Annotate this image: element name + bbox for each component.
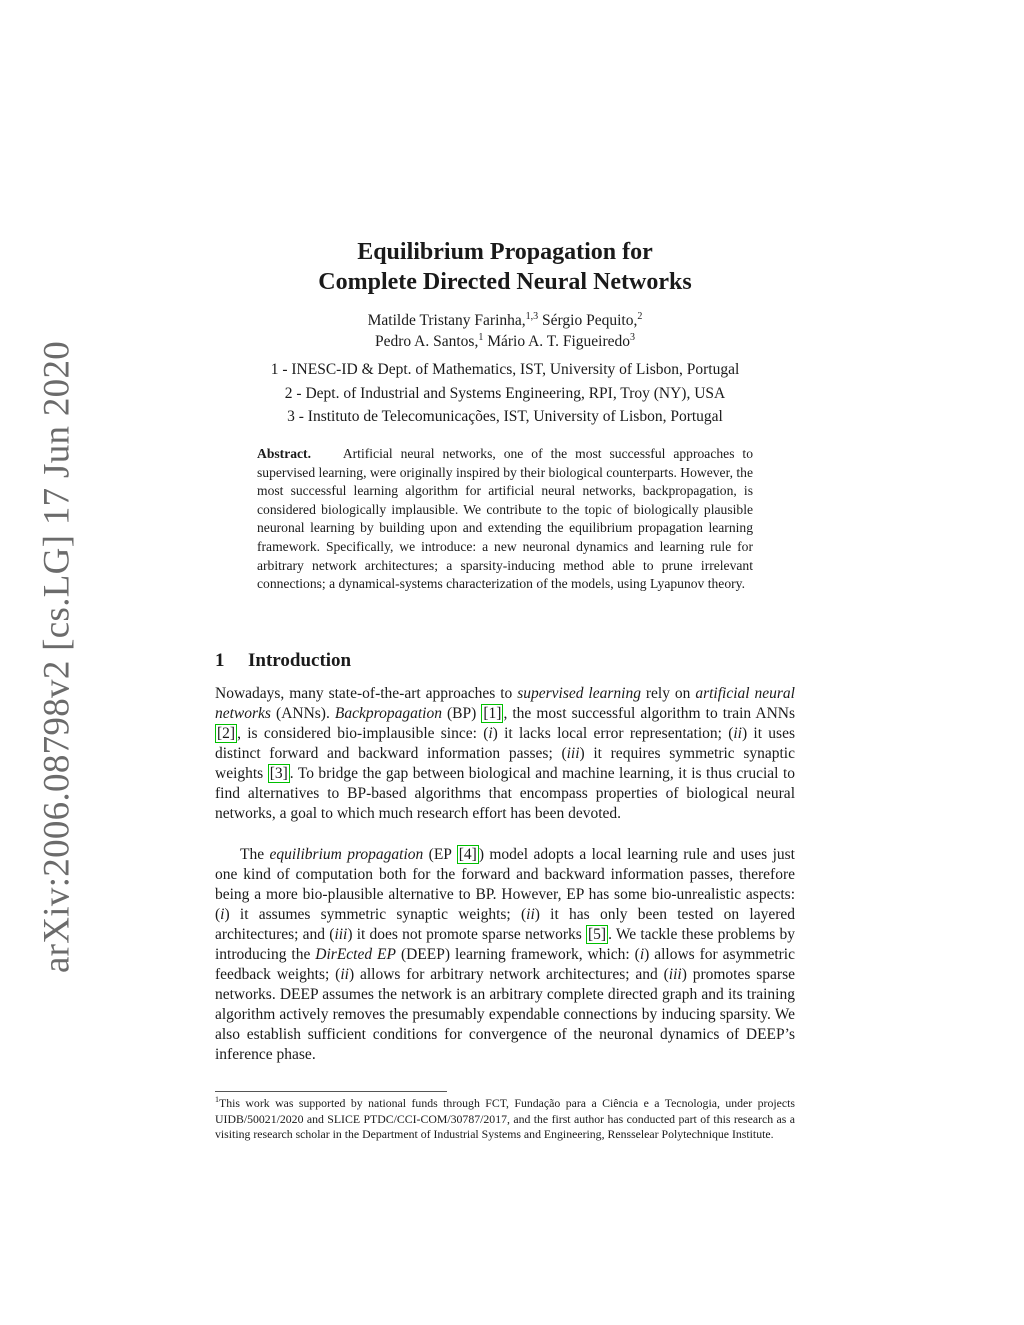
arxiv-identifier: arXiv:2006.08798v2 [cs.LG] 17 Jun 2020: [36, 340, 78, 974]
author-affil-mark: 1,3: [525, 310, 539, 322]
text-run: ) model adopts a local learning rule and uses just one kind of computation both for the forward and backward information passes, therefore being a more bio-plausible alternative to BP. However, EP has some bio-unrealistic aspects: (: [215, 846, 795, 923]
author-affil-mark: 2: [637, 310, 643, 322]
paper-title: [215, 237, 795, 297]
intro-paragraph-2: [215, 845, 795, 1065]
text-run: ) promotes sparse networks. DEEP assumes the network is an arbitrary complete directed graph and its training algorithm actively removes the presumably expendable connections by inducing sparsity. We also establish sufficient conditions for convergence of the neuronal dynamics of DEEP’s inference phase.: [215, 966, 795, 1063]
text-run: ) it requires symmetric synaptic weights: [215, 745, 795, 782]
abstract-label: Abstract: [257, 446, 308, 461]
section-heading: [215, 650, 351, 672]
author-affil-mark: 1: [478, 331, 484, 343]
intro-paragraph-1: [215, 684, 795, 824]
footnote: [215, 1096, 795, 1143]
arxiv-sidebar-stamp: [34, 340, 80, 974]
text-run: . We tackle these problems by introducing the: [215, 926, 795, 963]
citation-link[interactable]: [5]: [588, 926, 607, 943]
list-numeral: ii: [526, 906, 535, 923]
author-list: [215, 310, 795, 352]
text-run: (BP): [441, 705, 482, 722]
title-line-1: Equilibrium Propagation for: [357, 239, 653, 265]
list-numeral: i: [639, 946, 645, 963]
text-run: ) allows for asymmetric feedback weights; (: [215, 946, 795, 983]
abstract: Abstract. Artificial neural networks, one of the most successful approaches to supervised learning, were originally inspired by their biological counterparts. However, the most successful learning algorithm for artificial neural networks, backpropagation, is considered biologically implausible. We contribute to the topic of biologically plausible neuronal learning by building upon and extending the equilibrium propagation learning framework. Specifically, we introduce: a new neuronal dynamics and learning rule for arbitrary network architectures; a sparsity-inducing method able to prune irrelevant connections; a dynamical-systems characterization of the models, using Lyapunov theory.: [257, 446, 754, 592]
footnote-divider: [215, 1091, 447, 1092]
section-title: Introduction: [248, 650, 352, 671]
list-numeral: i: [488, 725, 493, 742]
section-number: 1: [215, 650, 225, 671]
text-run: (EP: [423, 846, 457, 863]
list-numeral: iii: [566, 745, 580, 762]
text-run: (DEEP) learning framework, which: (: [396, 946, 640, 963]
text-run: . To bridge the gap between biological and machine learning, it is thus crucial to find alternatives to BP-based algorithms that encompass properties of biological neural networks, a goal to which much research effort has been devoted.: [215, 765, 795, 822]
list-numeral: ii: [733, 725, 742, 742]
text-run: , the most successful algorithm to train ANNs: [503, 705, 795, 722]
emphasis: supervised learning: [517, 685, 641, 702]
text-run: ) it lacks local error representation; (: [492, 725, 734, 742]
text-run: ) it has only been tested on layered architectures; and (: [215, 906, 795, 943]
affiliation-list: [215, 358, 795, 429]
author-line-2: [215, 331, 795, 352]
author-name: Matilde Tristany Farinha,: [367, 312, 526, 329]
text-run: ) it assumes symmetric synaptic weights; (: [224, 906, 527, 923]
affiliation: 1 - INESC-ID & Dept. of Mathematics, IST, University of Lisbon, Portugal: [270, 361, 740, 378]
list-numeral: iii: [668, 966, 682, 983]
list-numeral: i: [220, 906, 225, 923]
text-run: ) allows for arbitrary network architectures; and (: [348, 966, 669, 983]
author-line-1: [215, 310, 795, 331]
text-run: , is considered bio-implausible since: (: [237, 725, 489, 742]
author-name: Mário A. T. Figueiredo: [487, 333, 630, 350]
author-name: Sérgio Pequito,: [542, 312, 638, 329]
text-run: ) it does not promote sparse networks: [347, 926, 586, 943]
list-numeral: ii: [340, 966, 349, 983]
emphasis: artificial neural networks: [215, 685, 795, 722]
citation-link[interactable]: [1]: [483, 705, 502, 722]
text-run: ) it uses distinct forward and backward information passes; (: [215, 725, 795, 762]
emphasis: Backpropagation: [334, 705, 442, 722]
author-affil-mark: 3: [630, 331, 635, 343]
affiliation: 2 - Dept. of Industrial and Systems Engineering, RPI, Troy (NY), USA: [284, 384, 726, 402]
title-line-2: Complete Directed Neural Networks: [318, 269, 692, 295]
emphasis: DirEcted EP: [315, 946, 396, 963]
citation-link[interactable]: [3]: [269, 765, 288, 782]
abstract-text: Artificial neural networks, one of the most successful approaches to supervised learning, were originally inspired by their biological counterparts. However, the most successful learning algorithm for artificial neural networks, backpropagation, is considered biologically implausible. We contribute to the topic of biologically plausible neuronal learning by building upon and extending the equilibrium propagation learning framework. Specifically, we introduce: a new neuronal dynamics and learning rule for arbitrary network architectures; a sparsity-inducing method able to prune irrelevant connections; a dynamical-systems characterization of the models, using Lyapunov theory.: [257, 446, 754, 592]
footnote-mark: 1: [215, 1095, 219, 1105]
text-run: rely on: [640, 685, 696, 702]
text-run: Nowadays, many state-of-the-art approaches to: [215, 685, 518, 702]
citation-link[interactable]: [2]: [217, 725, 236, 742]
text-run: (ANNs).: [270, 705, 335, 722]
affiliation: 3 - Instituto de Telecomunicações, IST, University of Lisbon, Portugal: [287, 408, 723, 425]
author-name: Pedro A. Santos,: [374, 333, 479, 350]
footnote-text: This work was supported by national funds through FCT, Fundação para a Ciência e a Tecnologia, under projects UIDB/50021/2020 and SLICE PTDC/CCI-COM/30787/2017, and the first author has conducted part of this research as a visiting research scholar in the Department of Industrial Systems and Engineering, Rensselear Polytechnique Institute.: [215, 1096, 795, 1142]
text-run: The: [240, 846, 270, 863]
citation-link[interactable]: [4]: [458, 846, 477, 863]
emphasis: equilibrium propagation: [269, 846, 424, 863]
list-numeral: iii: [334, 926, 348, 943]
